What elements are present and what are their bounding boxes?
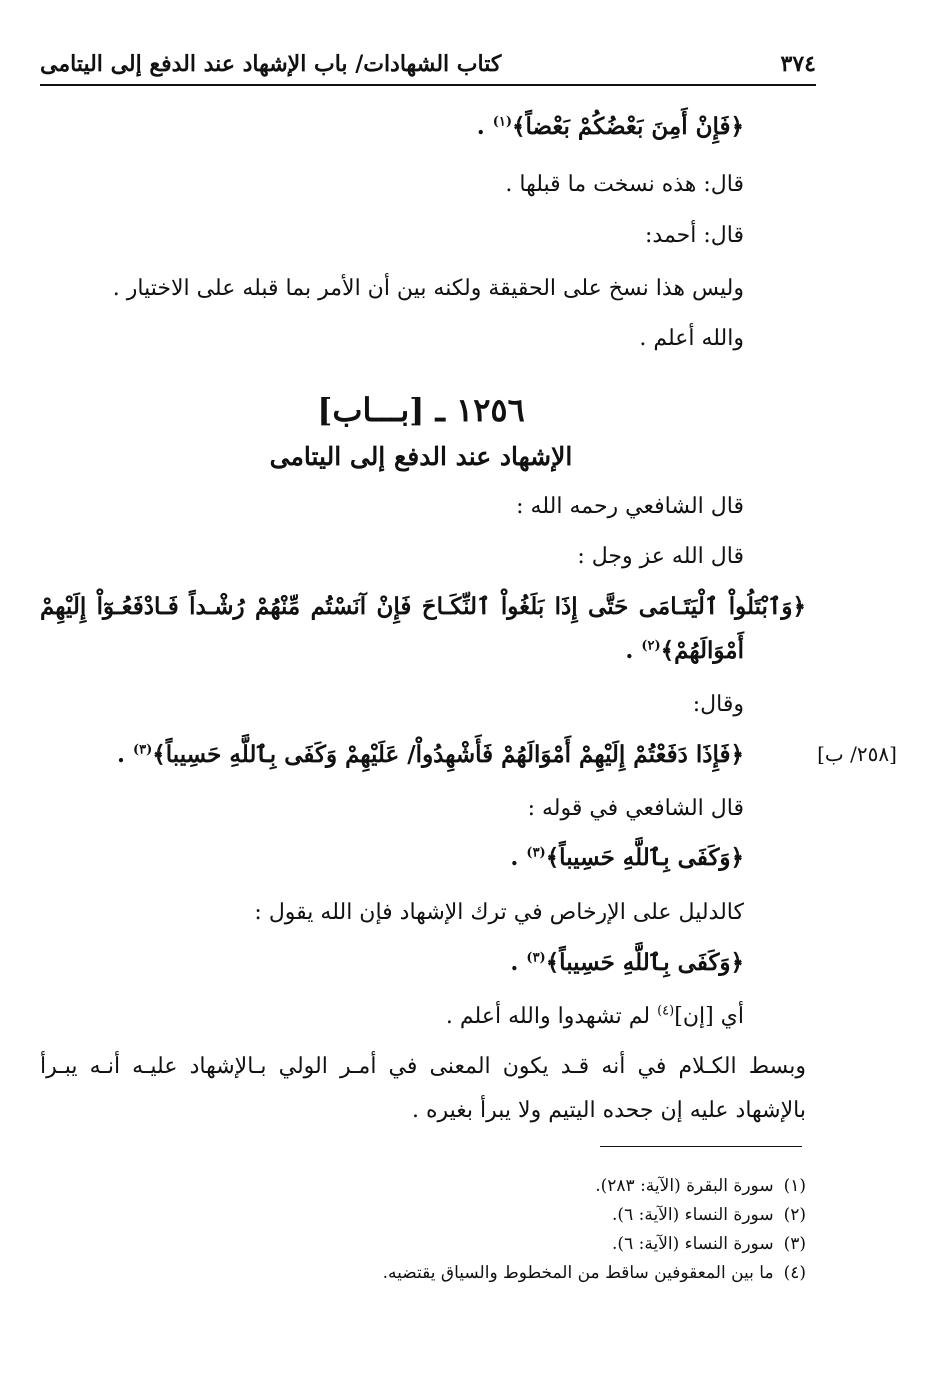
verse-line (477, 112, 744, 142)
footnote-text: سورة النساء (الآية: ٦). (612, 1205, 774, 1225)
chapter-subtitle: الإشهاد عند الدفع إلى اليتامى (269, 442, 573, 471)
footnote-number: (١) (783, 1176, 806, 1196)
footnote-ref: (٢) (641, 638, 661, 654)
footnote (612, 1232, 806, 1256)
verse-period: . (476, 113, 493, 140)
text-line: وليس هذا نسخ على الحقيقة ولكنه بين أن الأمر بما قبله على الاختيار . (112, 276, 744, 301)
text-line: وقال: (692, 692, 744, 717)
footnote-number: (٣) (783, 1234, 806, 1254)
footnote-ref: (٣) (526, 950, 546, 966)
verse-text: ﴿فَإِنْ أَمِنَ بَعْضُكُمْ بَعْضاً﴾ (512, 113, 744, 140)
text-line: قال: هذه نسخت ما قبلها . (505, 172, 744, 197)
verse-text: ﴿وَكَفَى بِٱللَّهِ حَسِيباً﴾ (545, 949, 744, 976)
verse-line (510, 948, 744, 978)
footnote-text: سورة البقرة (الآية: ٢٨٣). (595, 1176, 774, 1196)
verse-line: ﴿وَٱبْتَلُواْ ٱلْيَتَـامَى حَتَّى إِذَا بَلَغُواْ ٱلنِّكَـاحَ فَإِنْ آنَسْتُم مِّنْهُمْ رُشْـداً فَـادْفَعُـوٓاْ إِلَيْهِمْ (40, 593, 807, 620)
text-line (446, 1002, 744, 1032)
verse-line (510, 843, 744, 873)
footnote-rule (600, 1146, 802, 1147)
verse-period: . (116, 741, 133, 768)
text-part: أي [إن] (674, 1004, 744, 1029)
footnote-text: سورة النساء (الآية: ٦). (612, 1234, 774, 1254)
running-header (40, 46, 816, 82)
header-rule (40, 84, 816, 86)
text-line: قال الله عز وجل : (577, 544, 744, 569)
text-line: والله أعلم . (639, 326, 744, 351)
footnote-number: (٤) (783, 1263, 806, 1283)
text-part: لم تشهدوا والله أعلم . (445, 1004, 658, 1029)
footnote-text: ما بين المعقوفين ساقط من المخطوط والسياق يقتضيه. (382, 1263, 774, 1283)
verse-text: أَمْوَالَهُمْ﴾ (660, 637, 744, 664)
running-title: كتاب الشهادات/ باب الإشهاد عند الدفع إلى اليتامى (40, 51, 502, 77)
verse-text: ﴿فَإِذَا دَفَعْتُمْ إِلَيْهِمْ أَمْوَالَهُمْ فَأَشْهِدُواْ/ عَلَيْهِمْ وَكَفَى بِٱللَّهِ حَسِيباً﴾ (152, 741, 744, 768)
page-number: ٣٧٤ (780, 51, 816, 77)
text-line: قال: أحمد: (645, 223, 744, 248)
verse-text: ﴿وَكَفَى بِٱللَّهِ حَسِيباً﴾ (545, 844, 744, 871)
text-line: قال الشافعي في قوله : (527, 796, 744, 821)
text-line: كالدليل على الإرخاص في ترك الإشهاد فإن الله يقول : (254, 900, 744, 925)
footnote-ref: (٣) (132, 742, 153, 758)
verse-line (625, 636, 744, 666)
verse-period: . (510, 949, 527, 976)
verse-period: . (510, 844, 527, 871)
verse-period: . (625, 637, 642, 664)
footnote-ref: (١) (492, 114, 512, 130)
paragraph-line: وبسط الكـلام في أنه قـد يكون المعنى في أمـر الولي بـالإشهاد عليـه أنـه يبـرأ (40, 1054, 806, 1079)
text-line: قال الشافعي رحمه الله : (516, 494, 744, 519)
paragraph-line: بالإشهاد عليه إن جحده اليتيم ولا يبرأ بغيره . (412, 1098, 806, 1123)
manuscript-folio-marker: [٢٥٨/ ب] (817, 742, 897, 766)
footnote-number: (٢) (783, 1205, 806, 1225)
footnote (383, 1261, 806, 1285)
footnote (612, 1203, 806, 1227)
footnote-ref: (٣) (526, 845, 546, 861)
chapter-number-title: ١٢٥٦ ـ [بـــاب] (317, 391, 525, 429)
footnote-ref: (٤) (657, 1003, 675, 1019)
footnote (595, 1174, 806, 1198)
verse-line (117, 740, 744, 770)
